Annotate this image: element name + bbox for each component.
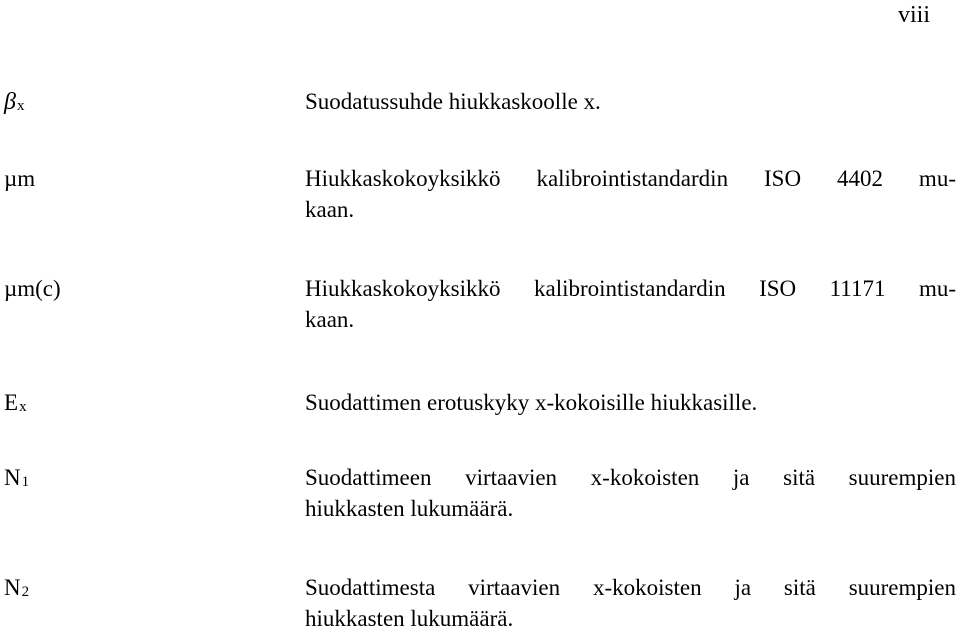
definition-line: Hiukkaskokoyksikkö kalibrointistandardin ISO 11171 mu- bbox=[305, 276, 956, 301]
symbol-main: µm(c) bbox=[4, 276, 61, 301]
symbol bbox=[4, 387, 27, 418]
symbol bbox=[4, 86, 24, 118]
definition-line: Suodattimesta virtaavien x-kokoisten ja sitä suurempien bbox=[305, 575, 956, 600]
definition-line: hiukkasten lukumäärä. bbox=[305, 496, 514, 521]
symbol bbox=[4, 572, 29, 603]
definition-line: Hiukkaskokoyksikkö kalibrointistandardin ISO 4402 mu- bbox=[305, 166, 956, 191]
definition bbox=[305, 273, 956, 335]
symbol-main: E bbox=[4, 390, 19, 415]
symbol-subscript: 2 bbox=[21, 584, 30, 600]
definition bbox=[305, 572, 956, 634]
page-number: viii bbox=[897, 2, 930, 28]
definition-line: kaan. bbox=[305, 197, 355, 222]
definition-line: kaan. bbox=[305, 307, 355, 332]
symbol-subscript: x bbox=[19, 399, 27, 415]
symbol-subscript: 1 bbox=[21, 474, 30, 490]
symbol-subscript: x bbox=[16, 98, 25, 114]
definition-line: Suodattimeen virtaavien x-kokoisten ja sitä suurempien bbox=[305, 465, 956, 490]
symbol-main: N bbox=[4, 465, 21, 490]
definition bbox=[305, 86, 956, 117]
symbol bbox=[4, 462, 29, 493]
definition-line: Suodattimen erotuskyky x-kokoisille hiukkasille. bbox=[305, 390, 758, 415]
symbol-main: N bbox=[4, 575, 21, 600]
definition-line: Suodatussuhde hiukkaskoolle x. bbox=[305, 89, 601, 114]
symbol-main: β bbox=[4, 89, 16, 115]
symbol-main: µm bbox=[4, 166, 36, 191]
definition-line: hiukkasten lukumäärä. bbox=[305, 606, 514, 631]
definition bbox=[305, 163, 956, 225]
definition bbox=[305, 462, 956, 524]
symbol bbox=[4, 273, 61, 304]
definition bbox=[305, 387, 956, 418]
symbol bbox=[4, 163, 35, 194]
